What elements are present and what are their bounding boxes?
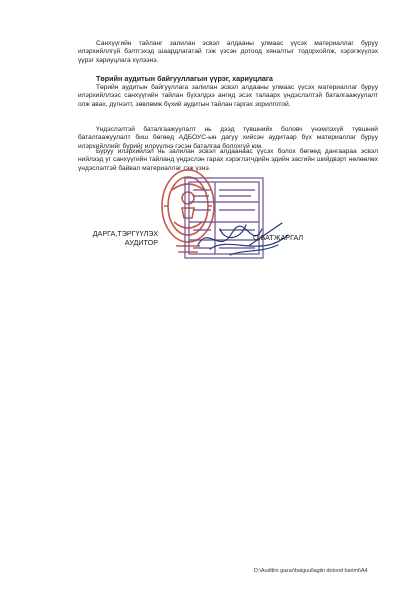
signatory-name: О.БАТЖАРГАЛ (253, 233, 304, 242)
paragraph-1: Санхүүгийн тайланг залилан эсвэл алдааны улмаас үүсэх материаллаг буруу илэрхийллгүй бэлтгэхэд шаардлагатай гэж үзсэн дотоод хяналтыг тодорхойлж, хэрэгжүүлэх үүрэг хариуцлага хүлээнэ. (78, 40, 378, 64)
footer-file-path: D:\Auditiin gazar\baiguullagiin dotood barimt\A4 (254, 568, 368, 574)
paragraph-1-block (78, 40, 378, 65)
signature-title-line-2: АУДИТОР (124, 238, 158, 247)
paragraph-3: Үндэслэлтэй баталгаажуулалт нь дээд түвшнийх боловч үнэмлэхүй түвшний баталгаажуулалт биш бөгөөд АДБОУС-ын дагуу хийсэн аудитаар бүх материаллаг буруу илэрхийллийг бүрийг илрүүлнэ гэсэн баталгаа болохгүй юм. (78, 126, 378, 150)
signature-area (0, 160, 420, 280)
paragraph-2-block (78, 84, 378, 109)
paragraph-2: Төрийн аудитын байгууллага залилан эсвэл алдааны улмаас үүсэх материаллаг буруу илэрхийллээс санхүүгийн тайлан бүхэлдээ ангид эсэх талаарх үндэслэлтэй баталгаажуулалт олж авах, дүгнэлт, зөвлөмж бүхий аудитын тайлан гаргах зорилготой. (78, 84, 378, 108)
signature-title-line-1: ДАРГА,ТЭРГҮҮЛЭХ (92, 229, 158, 238)
paragraph-4: Буруу илэрхийлэл нь залилан эсвэл алдаанаас үүсэх болох бөгөөд дангаараа эсвэл нийлээд уг санхүүгийн тайланд үндэслэн гарах хэрэглэгчдийн эдийн засгийн шийдвэрт нөлөөлөх үндэслэлтэй байвал материаллаг гэж үзнэ. (78, 148, 378, 172)
section-heading: Төрийн аудитын байгууллагын үүрэг, хариуцлага (96, 74, 273, 83)
